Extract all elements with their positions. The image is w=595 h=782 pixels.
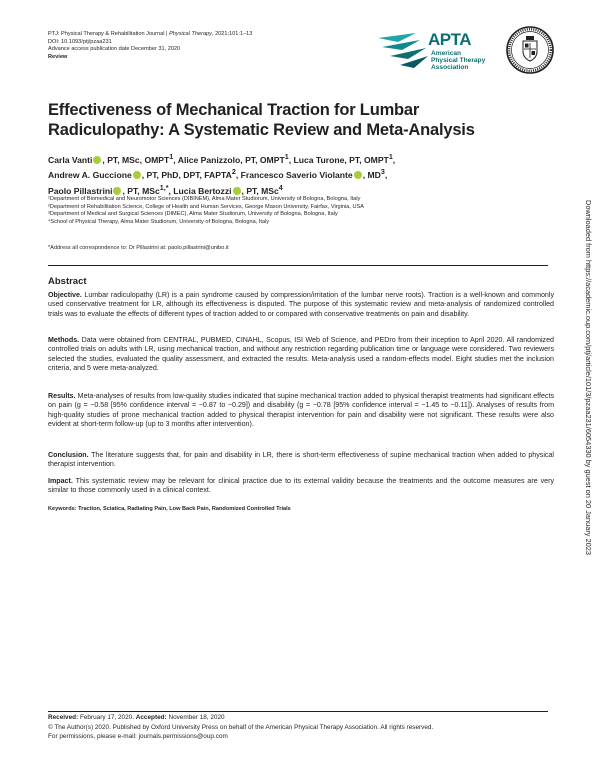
author-separator: , xyxy=(392,154,396,165)
author-affiliation-ref: 1 xyxy=(388,153,393,161)
download-notice: Downloaded from https://academic.oup.com/ptj/article/101/3/pzaa231/6054330 by guest on 20 January 2023 xyxy=(584,200,593,555)
author-line-2 xyxy=(48,166,548,181)
abstract-heading: Abstract xyxy=(48,276,87,287)
divider xyxy=(48,265,548,266)
journal-citation xyxy=(48,31,252,39)
article-title-line1: Effectiveness of Mechanical Traction for Lumbar xyxy=(48,101,420,119)
results-label: Results. xyxy=(48,392,76,400)
apta-logo xyxy=(376,26,496,80)
journal-header xyxy=(48,31,252,61)
copyright-notice: © The Author(s) 2020. Published by Oxford University Press on behalf of the American Physical Therapy Association. All rights reserved. xyxy=(48,724,434,731)
conclusion-label: Conclusion. xyxy=(48,451,89,459)
author-credentials: , PT, OMPT xyxy=(344,154,389,165)
journal-name: PTJ: Physical Therapy & Rehabilitation Journal | xyxy=(48,31,170,37)
abstract-methods xyxy=(48,336,554,374)
received-date: February 17, 2020. xyxy=(78,714,134,721)
affiliation-item: ¹Department of Biomedical and Neuromotor Sciences (DIBINEM), Alma Mater Studiorum, University of Bologna, Bologna, Italy xyxy=(48,196,361,202)
orcid-icon[interactable] xyxy=(133,171,141,179)
author-name: Carla Vanti xyxy=(48,154,93,165)
author-list xyxy=(48,151,548,197)
affiliation-item: ³Department of Medical and Surgical Sciences (DIMEC), Alma Mater Studiorum, University of Bologna, Bologna, Italy xyxy=(48,211,338,217)
author-name: Francesco Saverio Violante xyxy=(240,170,353,181)
author-credentials: , PT, MSc xyxy=(241,185,279,196)
abstract-results xyxy=(48,392,554,430)
author-affiliation-ref: 1 xyxy=(169,153,174,161)
affiliation-item: ⁴School of Physical Therapy, Alma Mater Studiorum, University of Bologna, Bologna, Italy xyxy=(48,218,270,225)
author-credentials: , PT, PhD, DPT, FAPTA xyxy=(141,170,232,181)
orcid-icon[interactable] xyxy=(113,187,121,195)
journal-volume: , 2021;101:1–13 xyxy=(211,31,253,37)
accepted-date: November 18, 2020 xyxy=(166,714,225,721)
doi[interactable]: DOI: 10.1093/ptj/pzaa231 xyxy=(48,38,112,45)
impact-text: This systematic review may be relevant for clinical practice due to its external validity because the treatments and the outcome measures are very similar to those commonly used in a clinical context. xyxy=(48,477,554,495)
author-credentials: , MD xyxy=(362,170,381,181)
author-separator: , xyxy=(168,185,174,196)
results-text: Meta-analyses of results from low-quality studies indicated that supine mechanical traction added to physical therapist treatments had significant effects on pain (g = −0.58 [95% confidence interval = −0.87 to −0.29]) and disability (g = −0.78 [95% confidence interval = −1.45 to −0.11]). Analyses of results from high-quality studies of prone mechanical traction added to physical therapist intervention for pain and disability were not significant. These results were also evident at short-term follow-up (up to 3 months after intervention). xyxy=(48,392,554,429)
keywords xyxy=(48,506,291,512)
methods-label: Methods. xyxy=(48,336,80,344)
abstract-conclusion xyxy=(48,451,554,470)
author-separator: , xyxy=(384,170,388,181)
author-name: Alice Panizzolo xyxy=(177,154,241,165)
keywords-text: Traction, Sciatica, Radiating Pain, Low Back Pain, Randomized Controlled Trials xyxy=(76,506,291,512)
impact-label: Impact. xyxy=(48,477,73,485)
author-credentials: , PT, MSc xyxy=(122,185,160,196)
author-affiliation-ref: 4 xyxy=(278,183,283,192)
received-accepted-dates xyxy=(48,714,558,722)
apta-logo-line3: Association xyxy=(431,64,469,71)
affiliations xyxy=(48,196,548,226)
apta-logo-line2: Physical Therapy xyxy=(431,57,486,64)
author-affiliation-ref: 2 xyxy=(231,168,236,177)
keywords-label: Keywords: xyxy=(48,506,77,512)
apta-swoosh-icon xyxy=(376,30,428,70)
author-name: Paolo Pillastrini xyxy=(48,185,113,196)
article-type: Review xyxy=(48,53,68,60)
author-separator: , xyxy=(288,154,294,165)
orcid-icon[interactable] xyxy=(233,187,241,195)
author-name: Luca Turone xyxy=(293,154,345,165)
author-separator: , xyxy=(173,154,178,165)
author-credentials: , PT, MSc, OMPT xyxy=(102,154,170,165)
apta-logo-line1: American xyxy=(431,50,462,57)
advance-access-date: Advance access publication date December 31, 2020 xyxy=(48,46,181,53)
author-line-1 xyxy=(48,151,548,166)
objective-text: Lumbar radiculopathy (LR) is a pain syndrome caused by compression/irritation of the lumbar nerve roots). Traction is a well-known and commonly used conservative treatment for LR, although its effectiveness is disputed. The purpose of this systematic review and meta-analysis of randomized controlled trials was to evaluate the effects of different types of traction added to or compared with conservative treatments on pain and disability. xyxy=(48,291,554,318)
oup-seal-icon xyxy=(505,25,555,75)
methods-text: Data were obtained from CENTRAL, PUBMED, CINAHL, Scopus, ISI Web of Science, and PEDro from their inception to April 2020. All randomized controlled trials on adults with LR, using mechanical traction, and without any restriction regarding publication time or language were considered. Two reviewers selected the studies, evaluated the quality assessment, and extracted the results. Meta-analysis used a random-effects model. Eight studies met the inclusion criteria, and 5 were meta-analyzed. xyxy=(48,336,554,373)
orcid-icon[interactable] xyxy=(354,171,362,179)
accepted-label: Accepted: xyxy=(135,714,167,721)
author-affiliation-ref: 1,* xyxy=(159,183,169,192)
objective-label: Objective. xyxy=(48,291,82,299)
abstract-objective xyxy=(48,291,554,319)
author-name: Andrew A. Guccione xyxy=(48,170,132,181)
conclusion-text: The literature suggests that, for pain and disability in LR, there is short-term effectiveness of supine mechanical traction when added to physical therapist intervention. xyxy=(48,451,554,469)
article-title-line2: Radiculopathy: A Systematic Review and Meta-Analysis xyxy=(48,121,475,139)
apta-logo-subtitle xyxy=(431,50,485,71)
apta-logo-name: APTA xyxy=(428,30,472,49)
footer-divider xyxy=(48,711,548,712)
correspondence[interactable]: *Address all correspondence to: Dr Pillastrini at: paolo.pillastrini@unibo.it xyxy=(48,245,229,251)
author-affiliation-ref: 3 xyxy=(380,168,385,177)
orcid-icon[interactable] xyxy=(93,156,101,164)
author-separator: , xyxy=(235,170,241,181)
author-affiliation-ref: 1 xyxy=(284,153,289,161)
author-credentials: , PT, OMPT xyxy=(240,154,285,165)
affiliation-item: ²Department of Rehabilitation Science, College of Health and Human Services, George Mason University, Fairfax, Virginia, USA xyxy=(48,203,364,210)
journal-italic: Physical Therapy xyxy=(169,31,212,37)
received-label: Received: xyxy=(48,714,79,721)
permissions-notice[interactable]: For permissions, please e-mail: journals.permissions@oup.com xyxy=(48,733,228,740)
article-title xyxy=(48,100,548,140)
abstract-impact xyxy=(48,477,554,496)
author-name: Lucia Bertozzi xyxy=(173,185,232,196)
